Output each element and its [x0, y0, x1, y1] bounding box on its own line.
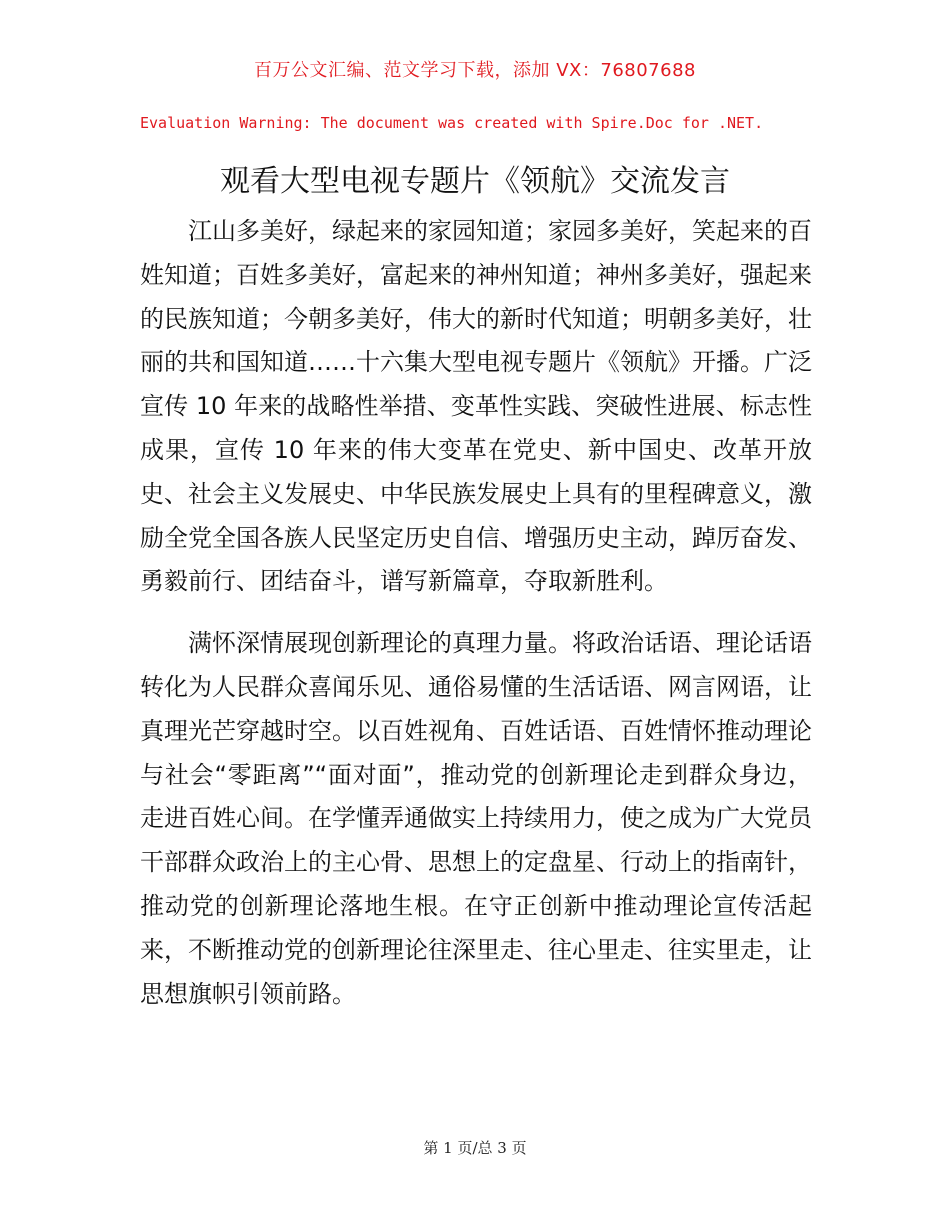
document-body — [140, 210, 812, 1016]
header-banner: 百万公文汇编、范文学习下载，添加 VX：76807688 — [254, 60, 696, 81]
body-paragraph-2: 满怀深情展现创新理论的真理力量。将政治话语、理论话语转化为人民群众喜闻乐见、通俗易懂的生活话语、网言网语，让真理光芒穿越时空。以百姓视角、百姓话语、百姓情怀推动理论与社会“零距离”“面对面”，推动党的创新理论走到群众身边，走进百姓心间。在学懂弄通做实上持续用力，使之成为广大党员干部群众政治上的主心骨、思想上的定盘星、行动上的指南针，推动党的创新理论落地生根。在守正创新中推动理论宣传活起来，不断推动党的创新理论往深里走、往心里走、往实里走，让思想旗帜引领前路。 — [140, 629, 812, 1008]
page-number-footer: 第 1 页/总 3 页 — [423, 1139, 527, 1157]
evaluation-warning: Evaluation Warning: The document was created with Spire.Doc for .NET. — [140, 114, 764, 132]
document-title: 观看大型电视专题片《领航》交流发言 — [220, 164, 730, 199]
body-paragraph-1: 江山多美好，绿起来的家园知道；家园多美好，笑起来的百姓知道；百姓多美好，富起来的神州知道；神州多美好，强起来的民族知道；今朝多美好，伟大的新时代知道；明朝多美好，壮丽的共和国知道……十六集大型电视专题片《领航》开播。广泛宣传 10 年来的战略性举措、变革性实践、突破性进展、标志性成果，宣传 10 年来的伟大变革在党史、新中国史、改革开放史、社会主义发展史、中华民族发展史上具有的里程碑意义，激励全党全国各族人民坚定历史自信、增强历史主动，踔厉奋发、勇毅前行、团结奋斗，谱写新篇章，夺取新胜利。 — [140, 217, 812, 596]
